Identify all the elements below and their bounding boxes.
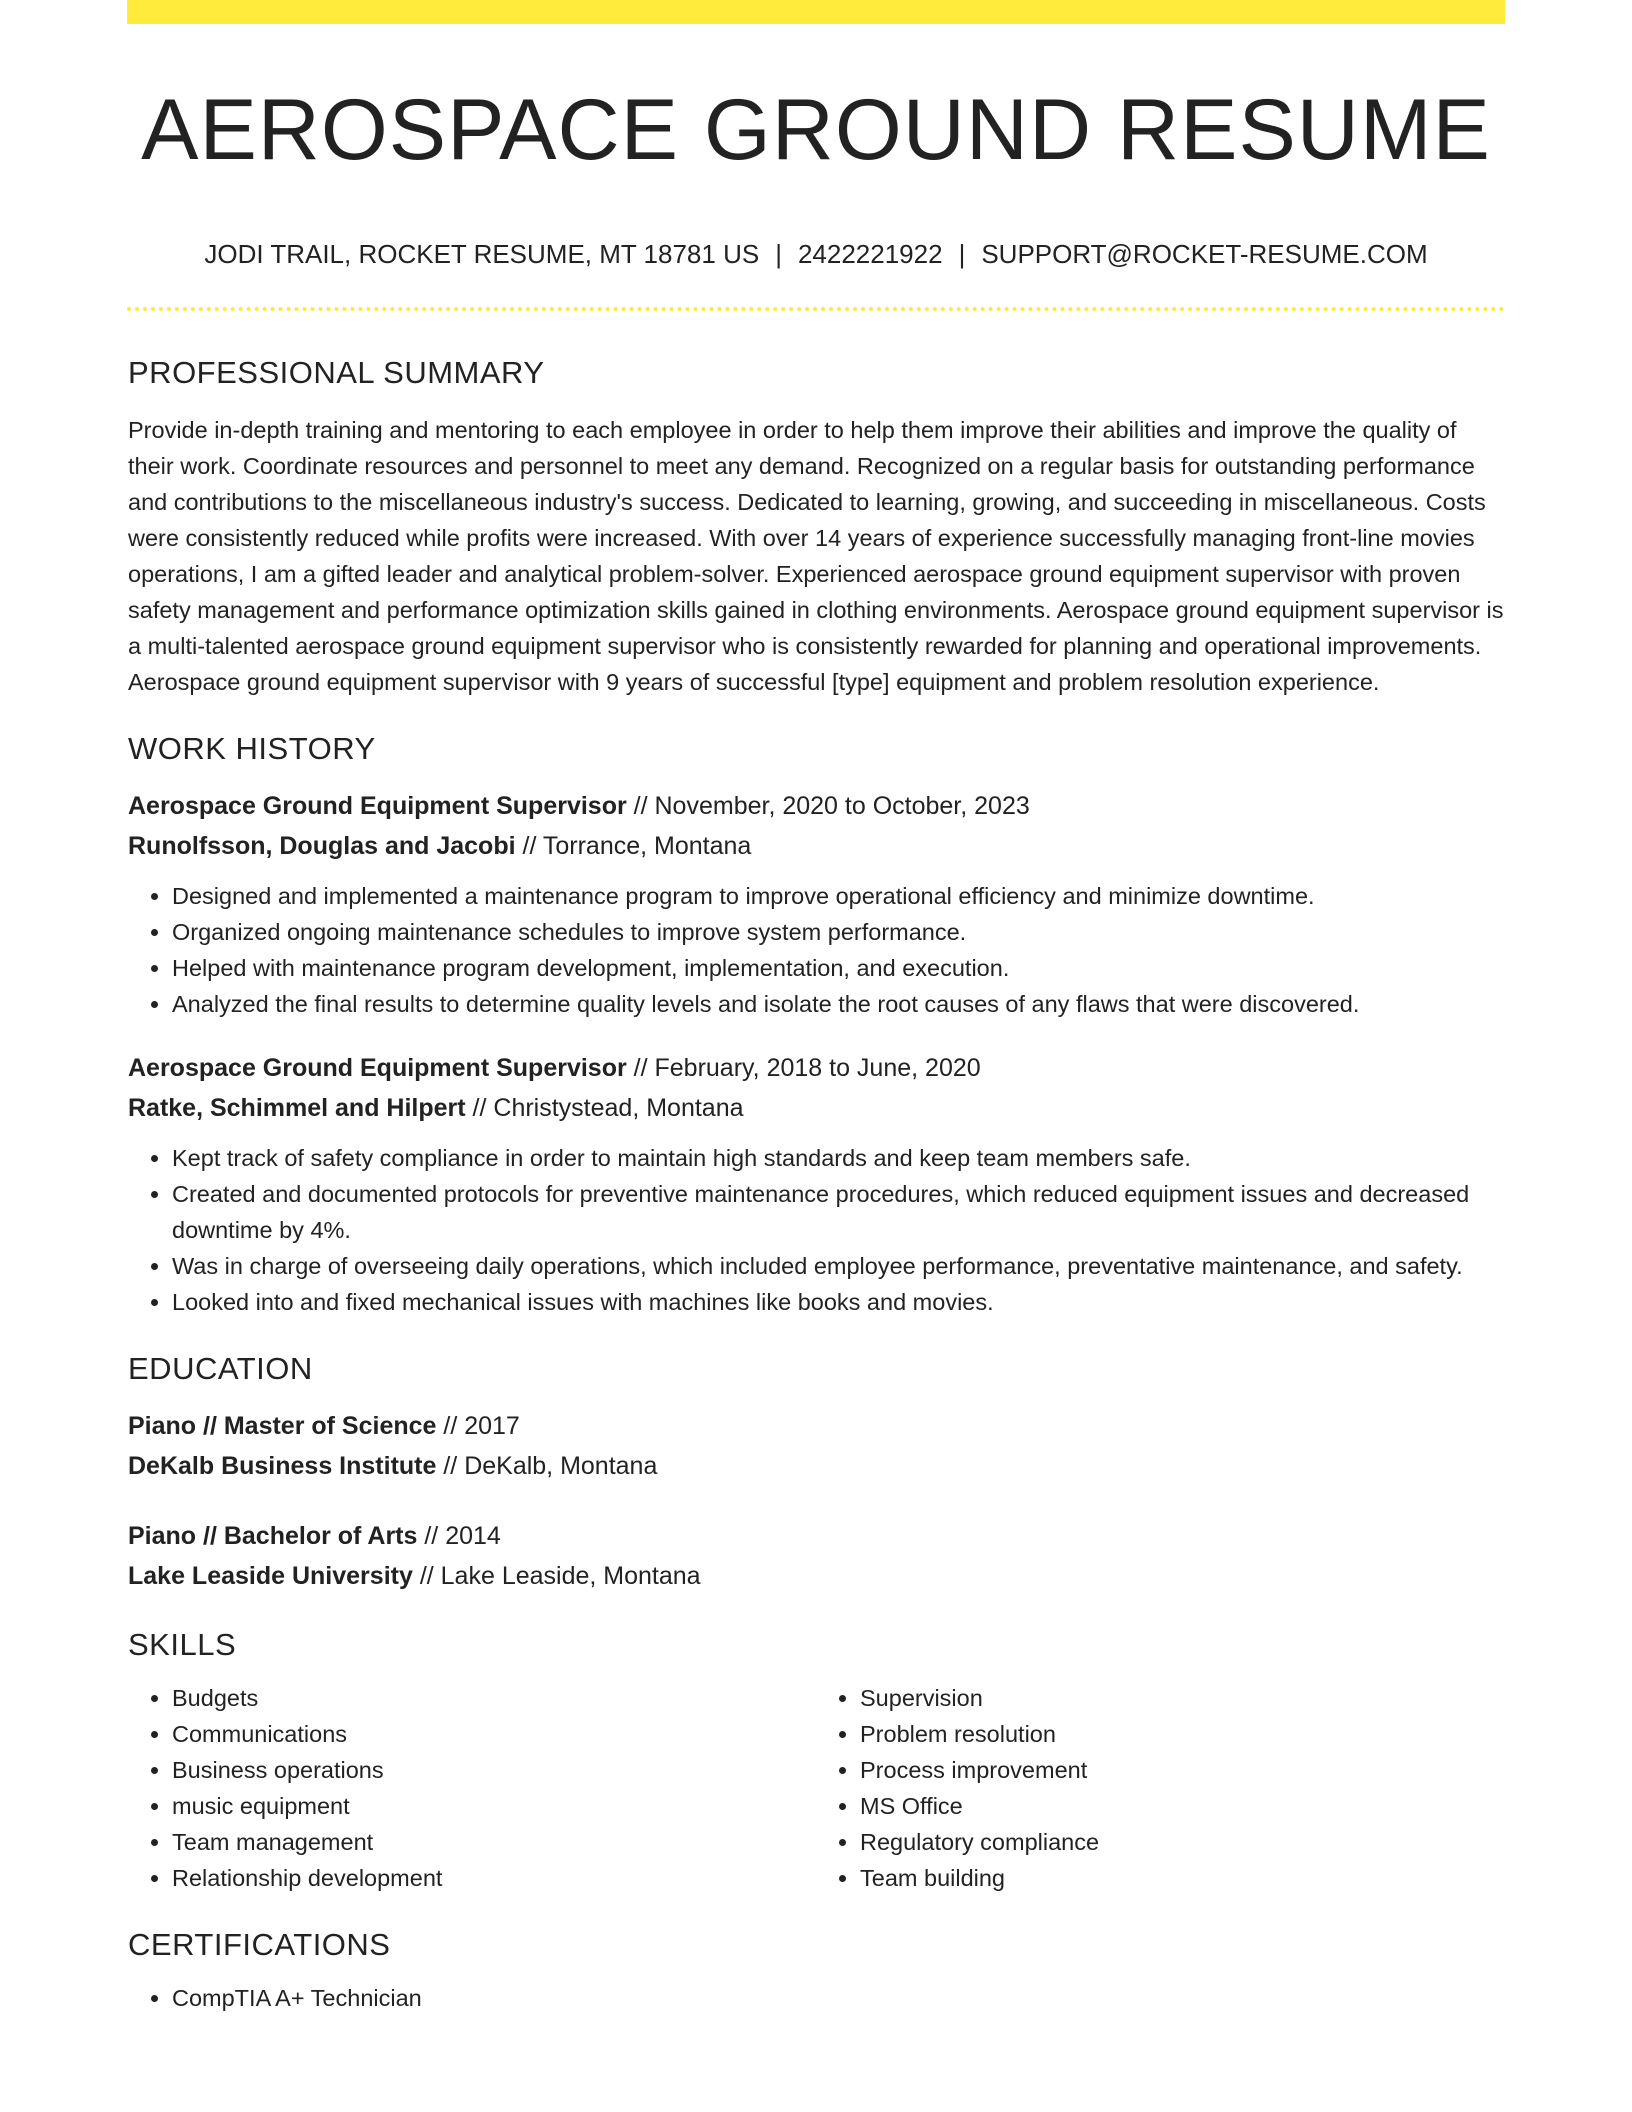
skills-left-list xyxy=(128,1680,816,1896)
list-item: • Budgets xyxy=(172,1680,816,1716)
dotted-divider xyxy=(127,307,1505,311)
job-title-line xyxy=(128,786,1504,826)
job-title-line xyxy=(128,1048,1504,1088)
certifications-heading: CERTIFICATIONS xyxy=(128,1927,391,1962)
skills-section xyxy=(128,1622,1504,1896)
list-item: • Designed and implemented a maintenance program to improve operational efficiency and minimize downtime. xyxy=(172,878,1504,914)
summary-section xyxy=(128,350,1504,700)
school-line xyxy=(128,1446,1504,1486)
education-heading: EDUCATION xyxy=(128,1351,313,1386)
job-dates: // November, 2020 to October, 2023 xyxy=(626,792,1030,820)
resume-title: AEROSPACE GROUND RESUME xyxy=(141,82,1491,178)
list-item: • Regulatory compliance xyxy=(860,1824,1504,1860)
contact-email: SUPPORT@ROCKET-RESUME.COM xyxy=(981,239,1428,269)
work-history-heading: WORK HISTORY xyxy=(128,731,376,766)
list-item: • Process improvement xyxy=(860,1752,1504,1788)
certifications-section xyxy=(128,1922,1504,2016)
job-company: Runolfsson, Douglas and Jacobi xyxy=(128,832,516,860)
certifications-list xyxy=(128,1980,1504,2016)
list-item: • Communications xyxy=(172,1716,816,1752)
degree: Piano // Master of Science xyxy=(128,1412,437,1440)
job-company: Ratke, Schimmel and Hilpert xyxy=(128,1094,466,1122)
degree-line xyxy=(128,1516,1504,1556)
school-location: // Lake Leaside, Montana xyxy=(412,1562,701,1590)
school-name: DeKalb Business Institute xyxy=(128,1452,437,1480)
skills-right-list xyxy=(816,1680,1504,1896)
list-item: • Problem resolution xyxy=(860,1716,1504,1752)
contact-phone: 2422221922 xyxy=(797,239,943,269)
education-section xyxy=(128,1346,1504,1596)
job-entry xyxy=(128,1048,1504,1320)
list-item: • Business operations xyxy=(172,1752,816,1788)
contact-address: JODI TRAIL, ROCKET RESUME, MT 18781 US xyxy=(204,239,760,269)
list-item: • music equipment xyxy=(172,1788,816,1824)
job-dates: // February, 2018 to June, 2020 xyxy=(626,1054,981,1082)
job-location: // Christystead, Montana xyxy=(465,1094,744,1122)
list-item: • Analyzed the final results to determine quality levels and isolate the root causes of any flaws that were discovered. xyxy=(172,986,1504,1022)
job-company-line xyxy=(128,826,1504,866)
skills-heading: SKILLS xyxy=(128,1627,237,1662)
job-company-line xyxy=(128,1088,1504,1128)
top-accent-bar xyxy=(127,0,1505,24)
list-item: • Supervision xyxy=(860,1680,1504,1716)
list-item: • Team building xyxy=(860,1860,1504,1896)
degree-line xyxy=(128,1406,1504,1446)
summary-text: Provide in-depth training and mentoring to each employee in order to help them improve their abilities and improve the quality of their work. Coordinate resources and personnel to meet any demand. Recognized on a regular basis for outstanding performance and contributions to the miscellaneous industry's success. Dedicated to learning, growing, and succeeding in miscellaneous. Costs were consistently reduced while profits were increased. With over 14 years of experience successfully managing front-line movies operations, I am a gifted leader and analytical problem-solver. Experienced aerospace ground equipment supervisor with proven safety management and performance optimization skills gained in clothing environments. Aerospace ground equipment supervisor is a multi-talented aerospace ground equipment supervisor who is consistently rewarded for planning and operational improvements. Aerospace ground equipment supervisor with 9 years of successful [type] equipment and problem resolution experience. xyxy=(128,417,1504,695)
list-item: • Kept track of safety compliance in order to maintain high standards and keep team members safe. xyxy=(172,1140,1504,1176)
list-item: • Team management xyxy=(172,1824,816,1860)
summary-heading: PROFESSIONAL SUMMARY xyxy=(128,355,545,390)
list-item: • Helped with maintenance program development, implementation, and execution. xyxy=(172,950,1504,986)
list-item: • Relationship development xyxy=(172,1860,816,1896)
school-name: Lake Leaside University xyxy=(128,1562,413,1590)
job-entry xyxy=(128,786,1504,1022)
school-location: // DeKalb, Montana xyxy=(436,1452,658,1480)
resume-content xyxy=(128,350,1504,2016)
job-title: Aerospace Ground Equipment Supervisor xyxy=(128,1054,627,1082)
job-title: Aerospace Ground Equipment Supervisor xyxy=(128,792,627,820)
list-item: • Looked into and fixed mechanical issues with machines like books and movies. xyxy=(172,1284,1504,1320)
contact-line xyxy=(127,236,1505,272)
education-entry xyxy=(128,1406,1504,1486)
education-entry xyxy=(128,1516,1504,1596)
degree-year: // 2017 xyxy=(436,1412,520,1440)
list-item: • Organized ongoing maintenance schedules to improve system performance. xyxy=(172,914,1504,950)
job-bullets xyxy=(128,878,1504,1022)
school-line xyxy=(128,1556,1504,1596)
skills-columns xyxy=(128,1680,1504,1896)
job-bullets xyxy=(128,1140,1504,1320)
list-item: • Created and documented protocols for preventive maintenance procedures, which reduced equipment issues and decreased downtime by 4%. xyxy=(172,1176,1504,1248)
contact-separator: | xyxy=(958,239,966,269)
contact-separator: | xyxy=(775,239,782,269)
list-item: • MS Office xyxy=(860,1788,1504,1824)
list-item: • CompTIA A+ Technician xyxy=(172,1980,1504,2016)
job-location: // Torrance, Montana xyxy=(515,832,752,860)
degree-year: // 2014 xyxy=(417,1522,501,1550)
work-history-section xyxy=(128,726,1504,1320)
list-item: • Was in charge of overseeing daily operations, which included employee performance, preventative maintenance, and safety. xyxy=(172,1248,1504,1284)
degree: Piano // Bachelor of Arts xyxy=(128,1522,418,1550)
